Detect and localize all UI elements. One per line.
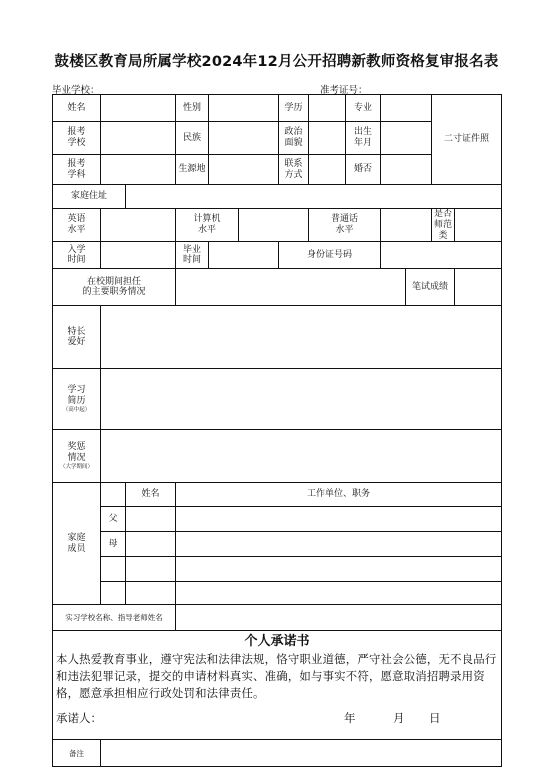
name-input[interactable] bbox=[101, 95, 176, 122]
enroll-date-input[interactable] bbox=[101, 242, 176, 269]
applied-subject-input[interactable] bbox=[101, 155, 176, 185]
enroll-date-label: 入学 时间 bbox=[53, 242, 101, 269]
internship-input[interactable] bbox=[176, 605, 502, 631]
photo-label: 二寸证件照 bbox=[444, 134, 490, 145]
graduate-date-label: 毕业 时间 bbox=[176, 242, 209, 269]
applied-school-label: 报考 学校 bbox=[53, 122, 101, 155]
member-name-header: 姓名 bbox=[126, 483, 176, 507]
hobbies-label: 特长 爱好 bbox=[53, 306, 101, 369]
education-label: 学历 bbox=[279, 95, 309, 122]
study-resume-note: （高中起） bbox=[62, 406, 91, 413]
remarks-label: 备注 bbox=[53, 740, 101, 767]
education-input[interactable] bbox=[309, 95, 346, 122]
origin-input[interactable] bbox=[209, 155, 279, 185]
photo-box[interactable] bbox=[432, 95, 502, 185]
hobbies-input[interactable] bbox=[101, 306, 502, 369]
graduate-date-input[interactable] bbox=[209, 242, 279, 269]
father-name-input[interactable] bbox=[126, 507, 176, 532]
graduation-school-label: 毕业学校： bbox=[52, 85, 100, 96]
awards-input[interactable] bbox=[101, 430, 502, 483]
computer-level-label: 计算机 水平 bbox=[176, 209, 239, 242]
registration-form-table bbox=[52, 94, 502, 767]
contact-input[interactable] bbox=[309, 155, 346, 185]
normal-major-input[interactable] bbox=[455, 209, 502, 242]
gender-label: 性别 bbox=[176, 95, 209, 122]
sign-day-label: 日 bbox=[429, 711, 441, 726]
mother-work-input[interactable] bbox=[176, 532, 502, 557]
political-status-label: 政治 面貌 bbox=[279, 122, 309, 155]
study-resume-input[interactable] bbox=[101, 369, 502, 430]
awards-label: 奖惩 情况 （大学期间） bbox=[53, 430, 101, 483]
mandarin-level-label: 普通话 水平 bbox=[309, 209, 381, 242]
political-status-input[interactable] bbox=[309, 122, 346, 155]
mandarin-level-input[interactable] bbox=[381, 209, 432, 242]
applied-school-input[interactable] bbox=[101, 122, 176, 155]
marital-input[interactable] bbox=[381, 155, 432, 185]
english-level-input[interactable] bbox=[101, 209, 176, 242]
form-title: 鼓楼区教育局所属学校2024年12月公开招聘新教师资格复审报名表 bbox=[54, 54, 499, 70]
mother-label: 母 bbox=[101, 532, 126, 557]
written-score-input[interactable] bbox=[455, 269, 502, 306]
pledge-title: 个人承诺书 bbox=[244, 634, 310, 650]
study-resume-label: 学习 简历 （高中起） bbox=[53, 369, 101, 430]
pledge-signature-line bbox=[56, 712, 498, 728]
birth-date-label: 出生 年月 bbox=[346, 122, 381, 155]
father-label: 父 bbox=[101, 507, 126, 532]
family-name-input[interactable] bbox=[126, 582, 176, 605]
personal-pledge bbox=[53, 631, 502, 740]
sign-month-label: 月 bbox=[393, 711, 405, 726]
ethnicity-label: 民族 bbox=[176, 122, 209, 155]
address-input[interactable] bbox=[126, 185, 502, 209]
birth-date-input[interactable] bbox=[381, 122, 432, 155]
id-number-label: 身份证号码 bbox=[279, 242, 381, 269]
family-relation-input[interactable] bbox=[101, 582, 126, 605]
school-duties-input[interactable] bbox=[176, 269, 406, 306]
english-level-label: 英语 水平 bbox=[53, 209, 101, 242]
family-members-label: 家庭 成员 bbox=[53, 483, 101, 605]
exam-number-label: 准考证号： bbox=[320, 85, 368, 96]
awards-note: （大学期间） bbox=[59, 463, 93, 470]
internship-label: 实习学校名称、指导老师姓名 bbox=[53, 605, 176, 631]
father-work-input[interactable] bbox=[176, 507, 502, 532]
pledge-body: 本人热爱教育事业，遵守宪法和法律法规，恪守职业道德，严守社会公德，无不良品行和违法犯罪记录，提交的申请材料真实、准确，如与事实不符，愿意取消招聘录用资格，愿意承担相应行政处罚和法律责任。 bbox=[56, 651, 497, 701]
id-number-input[interactable] bbox=[381, 242, 502, 269]
family-work-input[interactable] bbox=[176, 557, 502, 582]
mother-name-input[interactable] bbox=[126, 532, 176, 557]
marital-label: 婚否 bbox=[346, 155, 381, 185]
sign-year-label: 年 bbox=[344, 711, 356, 726]
school-duties-label: 在校期间担任 的主要职务情况 bbox=[53, 269, 176, 306]
remarks-input[interactable] bbox=[101, 740, 502, 767]
family-work-input[interactable] bbox=[176, 582, 502, 605]
contact-label: 联系 方式 bbox=[279, 155, 309, 185]
gender-input[interactable] bbox=[209, 95, 279, 122]
address-label: 家庭住址 bbox=[53, 185, 126, 209]
family-relation-input[interactable] bbox=[101, 557, 126, 582]
normal-major-label: 是否 师范类 bbox=[432, 209, 455, 242]
applied-subject-label: 报考 学科 bbox=[53, 155, 101, 185]
work-unit-header: 工作单位、职务 bbox=[176, 483, 502, 507]
computer-level-input[interactable] bbox=[239, 209, 309, 242]
origin-label: 生源地 bbox=[176, 155, 209, 185]
ethnicity-input[interactable] bbox=[209, 122, 279, 155]
signer-label: 承诺人： bbox=[56, 711, 102, 726]
major-input[interactable] bbox=[381, 95, 432, 122]
family-relation-header bbox=[101, 483, 126, 507]
family-name-input[interactable] bbox=[126, 557, 176, 582]
major-label: 专业 bbox=[346, 95, 381, 122]
written-score-label: 笔试成绩 bbox=[406, 269, 455, 306]
name-label: 姓名 bbox=[53, 95, 101, 122]
